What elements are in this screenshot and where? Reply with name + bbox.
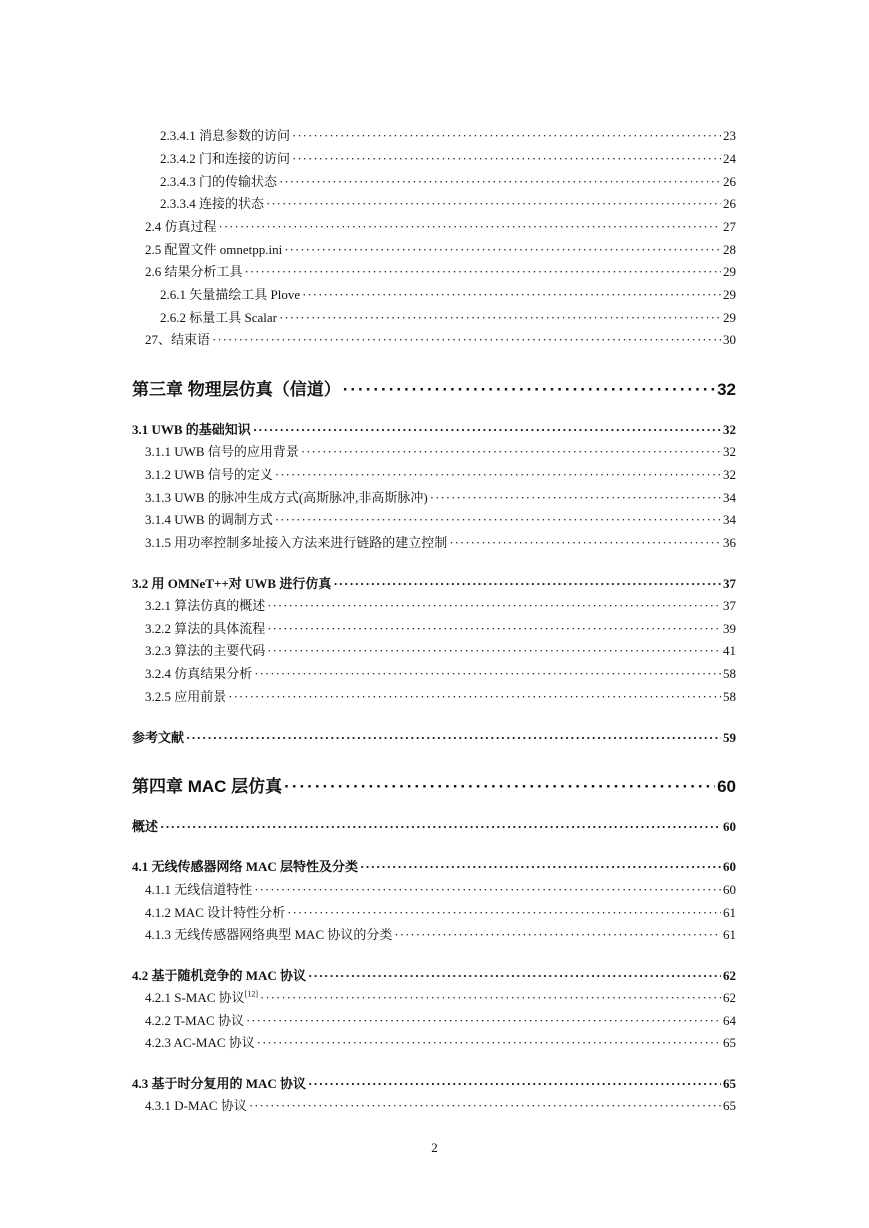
toc-leader-dots — [275, 467, 721, 483]
toc-entry[interactable] — [145, 643, 736, 659]
toc-entry[interactable] — [160, 287, 736, 303]
toc-entry[interactable] — [160, 174, 736, 190]
toc-section-page: 32 — [723, 422, 736, 437]
toc-section-label: 3.1 UWB 的基础知识 — [132, 422, 251, 437]
toc-chapter-entry[interactable] — [132, 380, 736, 400]
toc-section-entry[interactable] — [132, 968, 736, 984]
toc-entry-label: 4.2.3 AC-MAC 协议 — [145, 1035, 255, 1050]
toc-leader-dots — [284, 242, 721, 258]
toc-entry-page: 30 — [723, 332, 736, 347]
toc-entry-label: 3.1.5 用功率控制多址接入方法来进行链路的建立控制 — [145, 535, 448, 550]
toc-leader-dots — [246, 1013, 721, 1029]
toc-section-page: 59 — [723, 730, 736, 745]
toc-section-entry[interactable] — [132, 422, 736, 438]
toc-section-page: 65 — [723, 1076, 736, 1091]
toc-chapter-label: 第四章 MAC 层仿真 — [132, 777, 283, 796]
toc-section-page: 60 — [723, 859, 736, 874]
toc-entry-page: 65 — [723, 1098, 736, 1113]
toc-section-entry[interactable] — [132, 819, 736, 835]
toc-entry-label: 4.1.1 无线信道特性 — [145, 882, 253, 897]
toc-entry[interactable] — [145, 332, 736, 348]
toc-entry-page: 23 — [723, 128, 736, 143]
toc-section-label: 3.2 用 OMNeT++对 UWB 进行仿真 — [132, 576, 332, 591]
toc-leader-dots — [260, 990, 721, 1006]
toc-entry[interactable] — [160, 128, 736, 144]
toc-entry[interactable] — [145, 1013, 736, 1029]
toc-entry-page: 61 — [723, 905, 736, 920]
toc-entry[interactable] — [145, 535, 736, 551]
toc-entry-label: 27、结束语 — [145, 332, 211, 347]
toc-entry-page: 24 — [723, 151, 736, 166]
toc-leader-dots — [292, 151, 721, 167]
toc-chapter-entry[interactable] — [132, 777, 736, 797]
toc-entry[interactable] — [145, 264, 736, 280]
toc-entry-label: 3.1.3 UWB 的脉冲生成方式(高斯脉冲,非高斯脉冲) — [145, 490, 428, 505]
toc-chapter-page: 32 — [717, 380, 736, 399]
toc-entry-label: 2.3.4.1 消息参数的访问 — [160, 128, 291, 143]
toc-leader-dots — [279, 310, 721, 326]
toc-entry-page: 36 — [723, 535, 736, 550]
toc-section-page: 60 — [723, 819, 736, 834]
toc-entry-label: 2.3.4.2 门和连接的访问 — [160, 151, 291, 166]
toc-leader-dots — [343, 380, 715, 400]
toc-entry-label: 2.6.2 标量工具 Scalar — [160, 310, 277, 325]
toc-entry-label: 4.3.1 D-MAC 协议 — [145, 1098, 247, 1113]
toc-entry-label: 3.2.2 算法的具体流程 — [145, 621, 266, 636]
toc-entry-label: 2.4 仿真过程 — [145, 219, 217, 234]
toc-entry[interactable] — [145, 927, 736, 943]
toc-leader-dots — [333, 576, 721, 592]
toc-entry-page: 34 — [723, 490, 736, 505]
toc-leader-dots — [279, 174, 721, 190]
toc-leader-dots — [292, 128, 721, 144]
toc-section-label: 概述 — [132, 819, 159, 834]
toc-entry-label: 3.2.5 应用前景 — [145, 689, 227, 704]
toc-entry-page: 32 — [723, 467, 736, 482]
toc-section-label: 参考文献 — [132, 730, 185, 745]
toc-leader-dots — [430, 490, 721, 506]
toc-entry-page: 58 — [723, 666, 736, 681]
toc-entry[interactable] — [145, 905, 736, 921]
toc-leader-dots — [266, 196, 721, 212]
toc-entry-page: 26 — [723, 196, 736, 211]
toc-entry[interactable] — [145, 219, 736, 235]
toc-leader-dots — [212, 332, 721, 348]
toc-entry-label: 2.3.3.4 连接的状态 — [160, 196, 265, 211]
toc-leader-dots — [267, 621, 721, 637]
toc-chapter-label: 第三章 物理层仿真（信道） — [132, 380, 341, 399]
toc-entry[interactable] — [145, 1035, 736, 1051]
toc-leader-dots — [394, 927, 721, 943]
toc-entry-label: 3.1.1 UWB 信号的应用背景 — [145, 444, 299, 459]
toc-leader-dots — [249, 1098, 721, 1114]
toc-entry-label: 3.1.2 UWB 信号的定义 — [145, 467, 273, 482]
toc-entry[interactable] — [145, 598, 736, 614]
toc-entry[interactable] — [145, 467, 736, 483]
toc-entry[interactable] — [145, 444, 736, 460]
toc-entry-page: 29 — [723, 310, 736, 325]
toc-entry-page: 29 — [723, 264, 736, 279]
page-number: 2 — [431, 1140, 438, 1155]
toc-entry-label: 3.2.4 仿真结果分析 — [145, 666, 253, 681]
toc-entry[interactable] — [145, 242, 736, 258]
toc-entry-label: 3.2.1 算法仿真的概述 — [145, 598, 266, 613]
toc-leader-dots — [308, 1076, 721, 1092]
toc-entry-label: 2.6.1 矢量描绘工具 Plove — [160, 287, 301, 302]
toc-leader-dots — [360, 859, 721, 875]
toc-entry-page: 58 — [723, 689, 736, 704]
toc-entry-page: 34 — [723, 512, 736, 527]
toc-entry-page: 27 — [723, 219, 736, 234]
toc-entry-page: 32 — [723, 444, 736, 459]
toc-entry-label: 3.2.3 算法的主要代码 — [145, 643, 266, 658]
toc-entry[interactable] — [145, 621, 736, 637]
toc-leader-dots — [253, 422, 721, 438]
toc-entry-page: 39 — [723, 621, 736, 636]
toc-chapter-page: 60 — [717, 777, 736, 796]
toc-entry[interactable] — [145, 689, 736, 705]
toc-section-page: 37 — [723, 576, 736, 591]
toc-section-entry[interactable] — [132, 1076, 736, 1092]
toc-leader-dots — [254, 882, 721, 898]
toc-leader-dots — [245, 264, 721, 280]
toc-section-entry[interactable] — [132, 730, 736, 746]
toc-leader-dots — [301, 444, 721, 460]
toc-entry-label: 3.1.4 UWB 的调制方式 — [145, 512, 273, 527]
toc-entry-label: 2.3.4.3 门的传输状态 — [160, 174, 278, 189]
toc-entry-label-text: 4.2.1 S-MAC 协议 — [145, 990, 245, 1005]
toc-entry-page: 60 — [723, 882, 736, 897]
toc-entry[interactable] — [145, 990, 736, 1006]
toc-entry[interactable] — [160, 151, 736, 167]
toc-leader-dots — [449, 535, 721, 551]
toc-entry[interactable] — [145, 882, 736, 898]
toc-entry-page: 64 — [723, 1013, 736, 1028]
toc-entry[interactable] — [145, 1098, 736, 1114]
toc-leader-dots — [257, 1035, 721, 1051]
toc-entry-label: 4.2.2 T-MAC 协议 — [145, 1013, 244, 1028]
toc-entry-page: 41 — [723, 643, 736, 658]
toc-leader-dots — [254, 666, 721, 682]
toc-entry-page: 29 — [723, 287, 736, 302]
toc-entry-label: 4.1.2 MAC 设计特性分析 — [145, 905, 286, 920]
toc-section-label: 4.1 无线传感器网络 MAC 层特性及分类 — [132, 859, 359, 874]
toc-section-page: 62 — [723, 968, 736, 983]
toc-entry[interactable] — [160, 310, 736, 326]
toc-entry[interactable] — [160, 196, 736, 212]
toc-entry-page: 62 — [723, 990, 736, 1005]
toc-leader-dots — [267, 643, 721, 659]
toc-leader-dots — [308, 968, 721, 984]
toc-entry-label: 4.1.3 无线传感器网络典型 MAC 协议的分类 — [145, 927, 393, 942]
toc-leader-dots — [160, 819, 721, 835]
toc-leader-dots — [267, 598, 721, 614]
toc-leader-dots — [287, 905, 721, 921]
toc-entry-label: 2.6 结果分析工具 — [145, 264, 243, 279]
toc-section-entry[interactable] — [132, 576, 736, 592]
toc-entry-page: 26 — [723, 174, 736, 189]
toc-leader-dots — [275, 512, 721, 528]
toc-entry[interactable] — [145, 512, 736, 528]
toc-leader-dots — [186, 730, 721, 746]
toc-section-label: 4.2 基于随机竞争的 MAC 协议 — [132, 968, 307, 983]
toc-entry-label: 2.5 配置文件 omnetpp.ini — [145, 242, 283, 257]
toc-leader-dots — [228, 689, 721, 705]
toc-entry-page: 65 — [723, 1035, 736, 1050]
toc-entry-page: 28 — [723, 242, 736, 257]
toc-leader-dots — [284, 777, 715, 797]
toc-section-entry[interactable] — [132, 859, 736, 875]
toc-section-label: 4.3 基于时分复用的 MAC 协议 — [132, 1076, 307, 1091]
toc-entry-page: 37 — [723, 598, 736, 613]
toc-leader-dots — [302, 287, 721, 303]
toc-entry[interactable] — [145, 490, 736, 506]
toc-entry[interactable] — [145, 666, 736, 682]
toc-entry-label — [145, 990, 258, 1006]
toc-entry-page: 61 — [723, 927, 736, 942]
toc-leader-dots — [219, 219, 721, 235]
citation-superscript: [12] — [244, 990, 259, 999]
